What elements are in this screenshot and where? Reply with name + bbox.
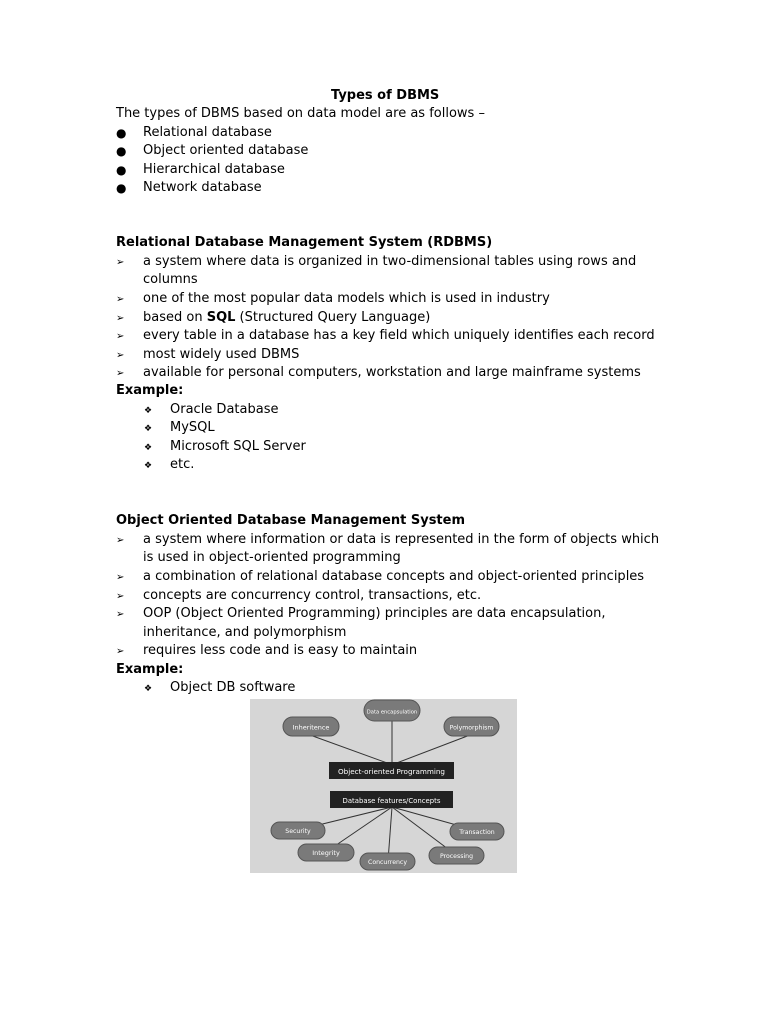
node-label: Transaction [459, 829, 495, 836]
connector-line [310, 735, 390, 764]
list-item: Microsoft SQL Server [170, 439, 306, 454]
node-integrity [298, 844, 354, 861]
list-item: concepts are concurrency control, transactions, etc. [143, 588, 482, 603]
bullet-icon: ● [116, 126, 127, 140]
node-label: Polymorphism [449, 724, 494, 732]
node-processing [429, 847, 484, 864]
node-concurrency [360, 853, 415, 870]
node-label: Inheritence [292, 723, 330, 732]
node-label: Concurrency [368, 859, 407, 866]
oop-diagram [250, 699, 517, 873]
oodbms-example-label: Example: [116, 662, 184, 677]
bullet-icon: ● [116, 144, 127, 158]
arrow-bullet-icon: ➢ [116, 294, 125, 305]
connector-line [394, 735, 470, 764]
list-item: Relational database [143, 125, 272, 140]
node-label: Integrity [312, 849, 340, 857]
oodbms-heading: Object Oriented Database Management System [116, 513, 466, 528]
list-item: MySQL [170, 420, 215, 435]
list-item-sql [143, 309, 430, 327]
diamond-bullet-icon: ❖ [144, 684, 153, 694]
list-item: a system where data is organized in two-dimensional tables using rows and [143, 254, 637, 269]
sql-suffix: (Structured Query Language) [235, 310, 431, 325]
arrow-bullet-icon: ➢ [116, 646, 125, 657]
intro-text: The types of DBMS based on data model are as follows – [116, 106, 485, 121]
list-item: available for personal computers, workstation and large mainframe systems [143, 365, 641, 380]
oop-diagram-svg [250, 699, 517, 873]
features-box [330, 791, 453, 808]
arrow-bullet-icon: ➢ [116, 572, 125, 583]
list-item: every table in a database has a key field which uniquely identifies each record [143, 328, 655, 343]
list-item: Network database [143, 180, 262, 195]
arrow-bullet-icon: ➢ [116, 609, 125, 620]
page-title: Types of DBMS [331, 88, 440, 103]
node-transaction [450, 823, 504, 840]
box-label: Object-oriented Programming [338, 767, 445, 776]
list-item-continuation: columns [143, 272, 198, 287]
node-label: Processing [439, 853, 474, 860]
diamond-bullet-icon: ❖ [144, 406, 153, 416]
node-data-encapsulation [364, 700, 420, 721]
list-item: a system where information or data is represented in the form of objects which [143, 532, 660, 547]
sql-prefix: based on [143, 310, 207, 325]
node-label: Data encapsulation [366, 709, 418, 716]
list-item-continuation: is used in object-oriented programming [143, 550, 401, 565]
arrow-bullet-icon: ➢ [116, 535, 125, 546]
list-item: OOP (Object Oriented Programming) principles are data encapsulation, [143, 606, 606, 621]
list-item: requires less code and is easy to maintain [143, 643, 418, 658]
arrow-bullet-icon: ➢ [116, 368, 125, 379]
center-box-oop [329, 762, 454, 779]
node-inheritence [283, 717, 339, 736]
diamond-bullet-icon: ❖ [144, 461, 153, 471]
bullet-icon: ● [116, 181, 127, 195]
arrow-bullet-icon: ➢ [116, 591, 125, 602]
arrow-bullet-icon: ➢ [116, 331, 125, 342]
node-label: Security [285, 828, 311, 835]
rdbms-example-label: Example: [116, 383, 184, 398]
sql-bold: SQL [206, 310, 236, 325]
arrow-bullet-icon: ➢ [116, 350, 125, 361]
bullet-icon: ● [116, 163, 127, 177]
list-item: etc. [170, 457, 195, 472]
node-security [271, 822, 325, 839]
list-item: Object DB software [170, 680, 296, 695]
list-item: one of the most popular data models which is used in industry [143, 291, 550, 306]
list-item: Oracle Database [170, 402, 279, 417]
rdbms-heading: Relational Database Management System (RDBMS) [116, 235, 493, 250]
list-item: Hierarchical database [143, 162, 285, 177]
box-label: Database features/Concepts [342, 797, 441, 805]
arrow-bullet-icon: ➢ [116, 313, 125, 324]
arrow-bullet-icon: ➢ [116, 257, 125, 268]
node-polymorphism [444, 717, 499, 736]
diamond-bullet-icon: ❖ [144, 443, 153, 453]
list-item: most widely used DBMS [143, 347, 300, 362]
list-item: Object oriented database [143, 143, 309, 158]
diamond-bullet-icon: ❖ [144, 424, 153, 434]
list-item-continuation: inheritance, and polymorphism [143, 625, 347, 640]
list-item: a combination of relational database concepts and object-oriented principles [143, 569, 645, 584]
